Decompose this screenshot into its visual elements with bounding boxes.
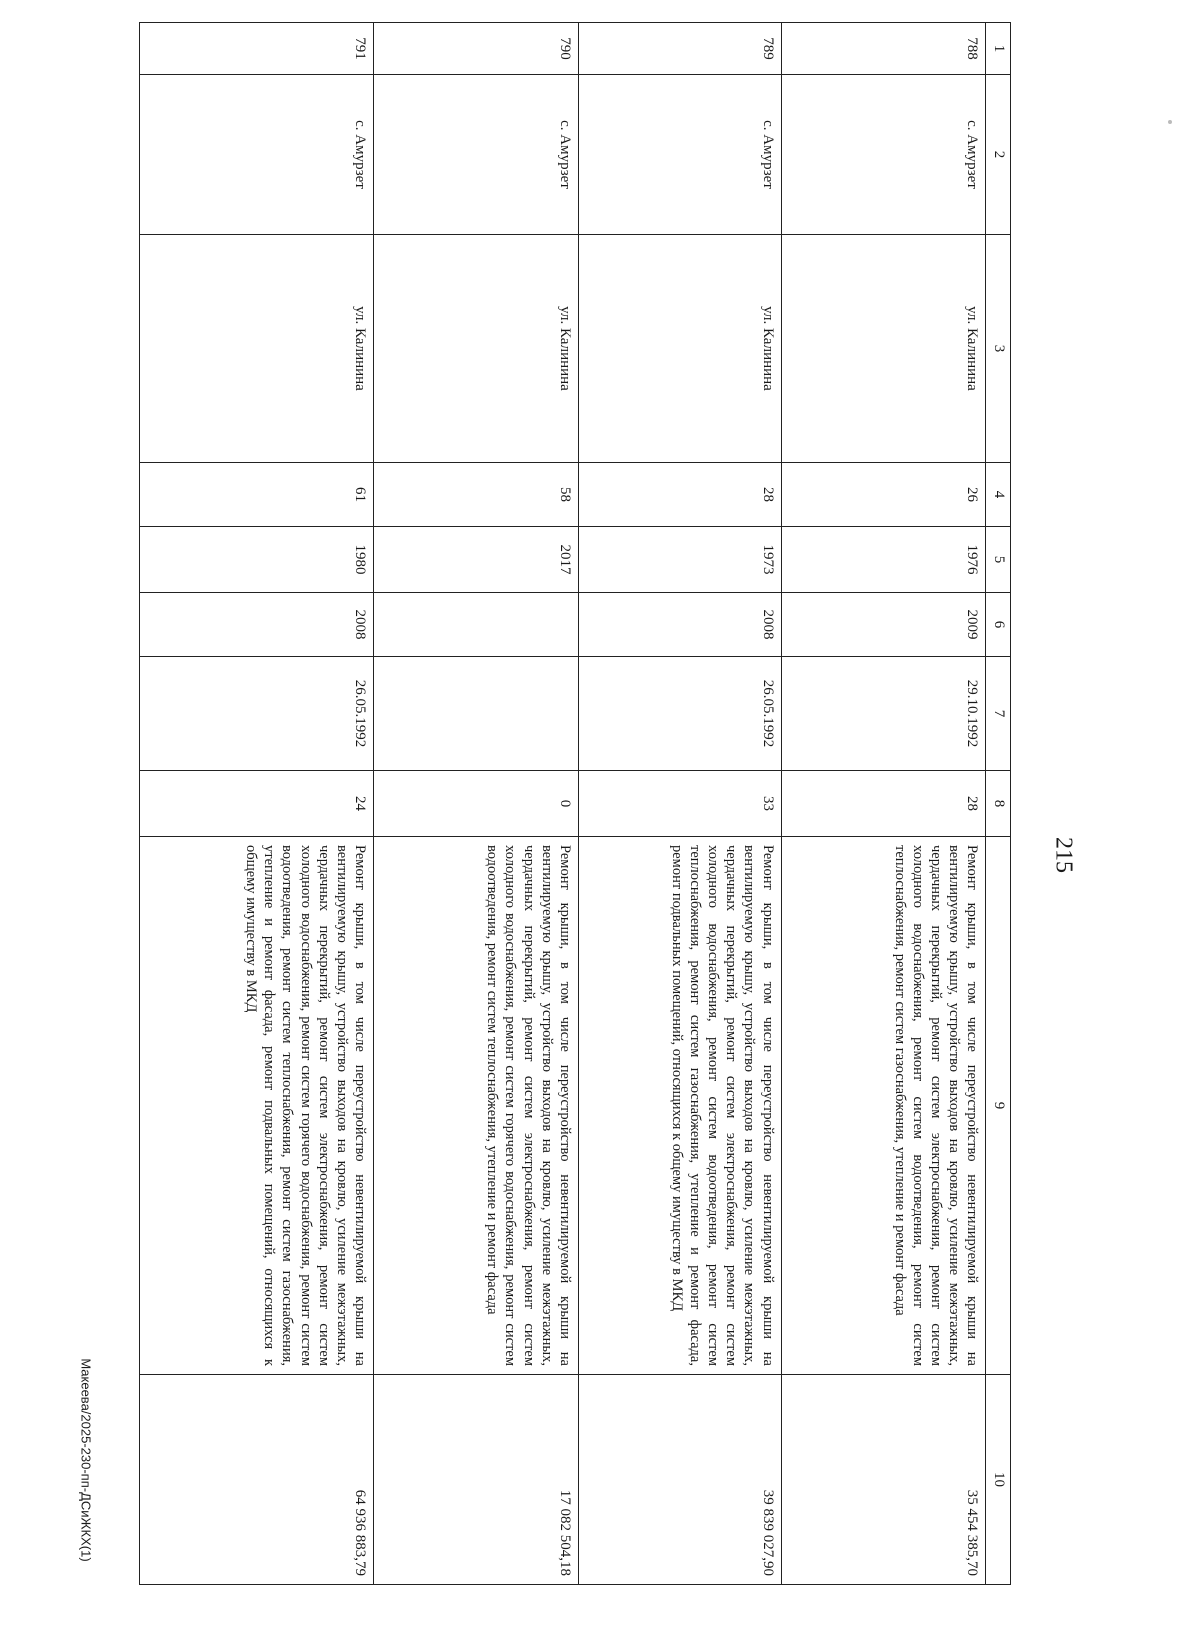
column-header: 5 xyxy=(986,527,1011,593)
year-built-cell: 1976 xyxy=(781,527,986,593)
works-cell: Ремонт крыши, в том числе переустройство невентилируемой крыши на вентилируемую крышу, устройство выходов на кровлю, усиление межэтажных, чердачных перекрытий, ремонт систем электроснабжения, ремонт систем холодного водоснабжения, ремонт систем горячего водоснабжения, ремонт систем водоотведения, ремонт систем теплоснабжения, утепление и ремонт фасада xyxy=(373,837,578,1375)
year-repair-cell: 2009 xyxy=(781,593,986,657)
table-row xyxy=(140,23,374,1585)
works-cell: Ремонт крыши, в том числе переустройство невентилируемой крыши на вентилируемую крышу, устройство выходов на кровлю, усиление межэтажных, чердачных перекрытий, ремонт систем электроснабжения, ремонт систем холодного водоснабжения, ремонт систем водоотведения, ремонт систем теплоснабжения, ремонт систем газоснабжения, утепление и ремонт фасада xyxy=(781,837,986,1375)
column-header: 7 xyxy=(986,657,1011,771)
year-built-cell: 2017 xyxy=(373,527,578,593)
column-header: 4 xyxy=(986,463,1011,527)
date-cell: 29.10.1992 xyxy=(781,657,986,771)
cost-cell: 64 936 883,79 xyxy=(140,1375,374,1585)
page-number: 215 xyxy=(1050,837,1077,873)
year-repair-cell: 2008 xyxy=(578,593,781,657)
street-cell: ул. Калинина xyxy=(781,235,986,463)
street-cell: ул. Калинина xyxy=(140,235,374,463)
count-cell: 33 xyxy=(578,771,781,837)
column-header: 8 xyxy=(986,771,1011,837)
column-numbers-row xyxy=(986,23,1011,1585)
house-cell: 61 xyxy=(140,463,374,527)
cost-cell: 17 082 504,18 xyxy=(373,1375,578,1585)
house-cell: 26 xyxy=(781,463,986,527)
row-number: 791 xyxy=(140,23,374,75)
date-cell: 26.05.1992 xyxy=(578,657,781,771)
document-code: Макеева/2025-230-пп-ДСиЖКХ(1) xyxy=(78,1358,94,1562)
settlement-cell: с. Амурзет xyxy=(140,75,374,235)
year-repair-cell xyxy=(373,593,578,657)
house-cell: 28 xyxy=(578,463,781,527)
year-repair-cell: 2008 xyxy=(140,593,374,657)
repair-table xyxy=(139,22,1011,1585)
cost-cell: 39 839 027,90 xyxy=(578,1375,781,1585)
capital-repair-table xyxy=(139,22,1011,1584)
row-number: 788 xyxy=(781,23,986,75)
works-cell: Ремонт крыши, в том числе переустройство невентилируемой крыши на вентилируемую крышу, устройство выходов на кровлю, усиление межэтажных, чердачных перекрытий, ремонт систем электроснабжения, ремонт систем холодного водоснабжения, ремонт систем водоотведения, ремонт систем теплоснабжения, ремонт систем газоснабжения, утепление и ремонт фасада, ремонт подвальных помещений, относящихся к общему имуществу в МКД xyxy=(578,837,781,1375)
cost-cell: 35 454 385,70 xyxy=(781,1375,986,1585)
column-header: 6 xyxy=(986,593,1011,657)
count-cell: 24 xyxy=(140,771,374,837)
house-cell: 58 xyxy=(373,463,578,527)
column-header: 3 xyxy=(986,235,1011,463)
count-cell: 0 xyxy=(373,771,578,837)
scan-speck xyxy=(1168,120,1172,124)
street-cell: ул. Калинина xyxy=(578,235,781,463)
street-cell: ул. Калинина xyxy=(373,235,578,463)
settlement-cell: с. Амурзет xyxy=(373,75,578,235)
column-header: 1 xyxy=(986,23,1011,75)
works-cell: Ремонт крыши, в том числе переустройство невентилируемой крыши на вентилируемую крышу, устройство выходов на кровлю, усиление межэтажных, чердачных перекрытий, ремонт систем электроснабжения, ремонт систем холодного водоснабжения, ремонт систем горячего водоснабжения, ремонт систем водоотведения, ремонт систем теплоснабжения, ремонт систем газоснабжения, утепление и ремонт фасада, ремонт подвальных помещений, относящихся к общему имуществу в МКД xyxy=(140,837,374,1375)
year-built-cell: 1973 xyxy=(578,527,781,593)
table-row xyxy=(781,23,986,1585)
date-cell: 26.05.1992 xyxy=(140,657,374,771)
table-row xyxy=(578,23,781,1585)
date-cell xyxy=(373,657,578,771)
row-number: 789 xyxy=(578,23,781,75)
year-built-cell: 1980 xyxy=(140,527,374,593)
column-header: 10 xyxy=(986,1375,1011,1585)
settlement-cell: с. Амурзет xyxy=(578,75,781,235)
count-cell: 28 xyxy=(781,771,986,837)
column-header: 9 xyxy=(986,837,1011,1375)
row-number: 790 xyxy=(373,23,578,75)
table-row xyxy=(373,23,578,1585)
column-header: 2 xyxy=(986,75,1011,235)
settlement-cell: с. Амурзет xyxy=(781,75,986,235)
